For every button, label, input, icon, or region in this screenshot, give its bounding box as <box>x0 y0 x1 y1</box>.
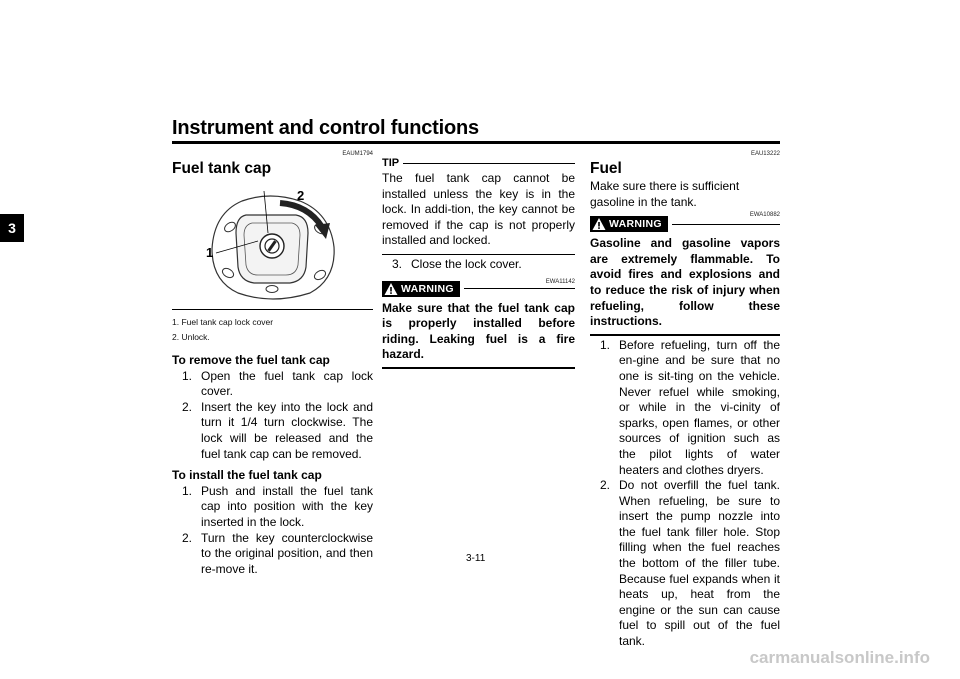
list-item: 1. Before refueling, turn off the en-gine and be sure that no one is sit-ting on the vehicle. Never refuel while smoking, or while in the vi-cinity of sparks, open flames, or other sources of ignition such as the pilot lights of water heaters and clothes dryers. <box>600 337 780 477</box>
warning-code: EWA10882 <box>749 212 780 219</box>
section-heading: Fuel <box>590 160 622 177</box>
watermark: carmanualsonline.info <box>749 648 930 667</box>
list-item: 3. Close the lock cover. <box>392 256 522 271</box>
warning-code: EWA11142 <box>545 278 575 285</box>
callout-1: 1 <box>206 245 214 260</box>
column-fuel <box>590 151 780 650</box>
warning-triangle-icon <box>592 217 606 231</box>
step-3-list <box>382 257 575 273</box>
list-item: 2. Do not overfill the fuel tank. When refueling, be sure to insert the pump nozzle into the fuel tank filler hole. Stop filling when the fuel reaches the bottom of the filler tube. Because fuel expands when it heats up, heat from the engine or the sun can cause fuel to spill out of the fuel tank. <box>600 478 780 649</box>
remove-heading: To remove the fuel tank cap <box>172 353 330 367</box>
tip-rule <box>403 163 575 164</box>
tip-end-rule <box>382 254 575 255</box>
fuel-tank-cap-illustration <box>172 183 373 301</box>
list-item: 2. Turn the key counterclockwise to the original position, and then re-move it. <box>182 530 373 576</box>
warning-badge: WARNING <box>382 281 460 297</box>
warning-text: Gasoline and gasoline vapors are extremely flammable. To avoid fires and explosions and to reduce the risk of injury when refueling, follow these instructions. <box>590 236 780 329</box>
fuel-tank-cap-figure <box>172 183 373 301</box>
caption-rule <box>172 309 373 310</box>
warning-badge: WARNING <box>590 216 668 232</box>
section-code: EAU13222 <box>750 151 780 157</box>
warning-header <box>590 216 780 232</box>
warning-rule <box>464 288 575 289</box>
section-code: EAUM1794 <box>342 151 373 157</box>
tip-label: TIP <box>382 157 400 169</box>
fuel-intro: Make sure there is sufficient gasoline in the tank. <box>590 179 740 209</box>
warning-end-rule <box>590 334 780 336</box>
install-steps <box>172 484 373 578</box>
column-tip-warning <box>382 157 575 369</box>
list-item: 2. Insert the key into the lock and turn it 1/4 turn clockwise. The lock will be released and the fuel tank cap can be removed. <box>182 399 373 461</box>
column-fuel-tank-cap <box>172 151 373 577</box>
fuel-steps <box>590 338 780 650</box>
list-item: 1. Open the fuel tank cap lock cover. <box>182 368 373 399</box>
list-item: 1. Push and install the fuel tank cap into position with the key inserted in the lock. <box>182 483 373 529</box>
section-heading: Fuel tank cap <box>172 160 272 177</box>
header-rule <box>172 141 780 144</box>
remove-steps <box>172 369 373 463</box>
chapter-tab: 3 <box>0 214 24 242</box>
warning-end-rule <box>382 367 575 369</box>
page-header-title: Instrument and control functions <box>172 117 479 139</box>
figure-caption-1: 1. Fuel tank cap lock cover <box>172 317 274 327</box>
figure-caption-2: 2. Unlock. <box>172 332 210 342</box>
warning-triangle-icon <box>384 282 398 296</box>
install-heading: To install the fuel tank cap <box>172 468 322 483</box>
tip-text: The fuel tank cap cannot be installed unless the key is in the lock. In addi-tion, the key cannot be removed if the cap is not properly installed and locked. <box>382 171 575 248</box>
tip-header <box>382 157 575 169</box>
warning-rule <box>672 224 780 225</box>
warning-text: Make sure that the fuel tank cap is properly installed before riding. Leaking fuel is a fire hazard. <box>382 300 575 362</box>
page-number: 3-11 <box>466 553 486 564</box>
callout-2: 2 <box>297 188 305 203</box>
